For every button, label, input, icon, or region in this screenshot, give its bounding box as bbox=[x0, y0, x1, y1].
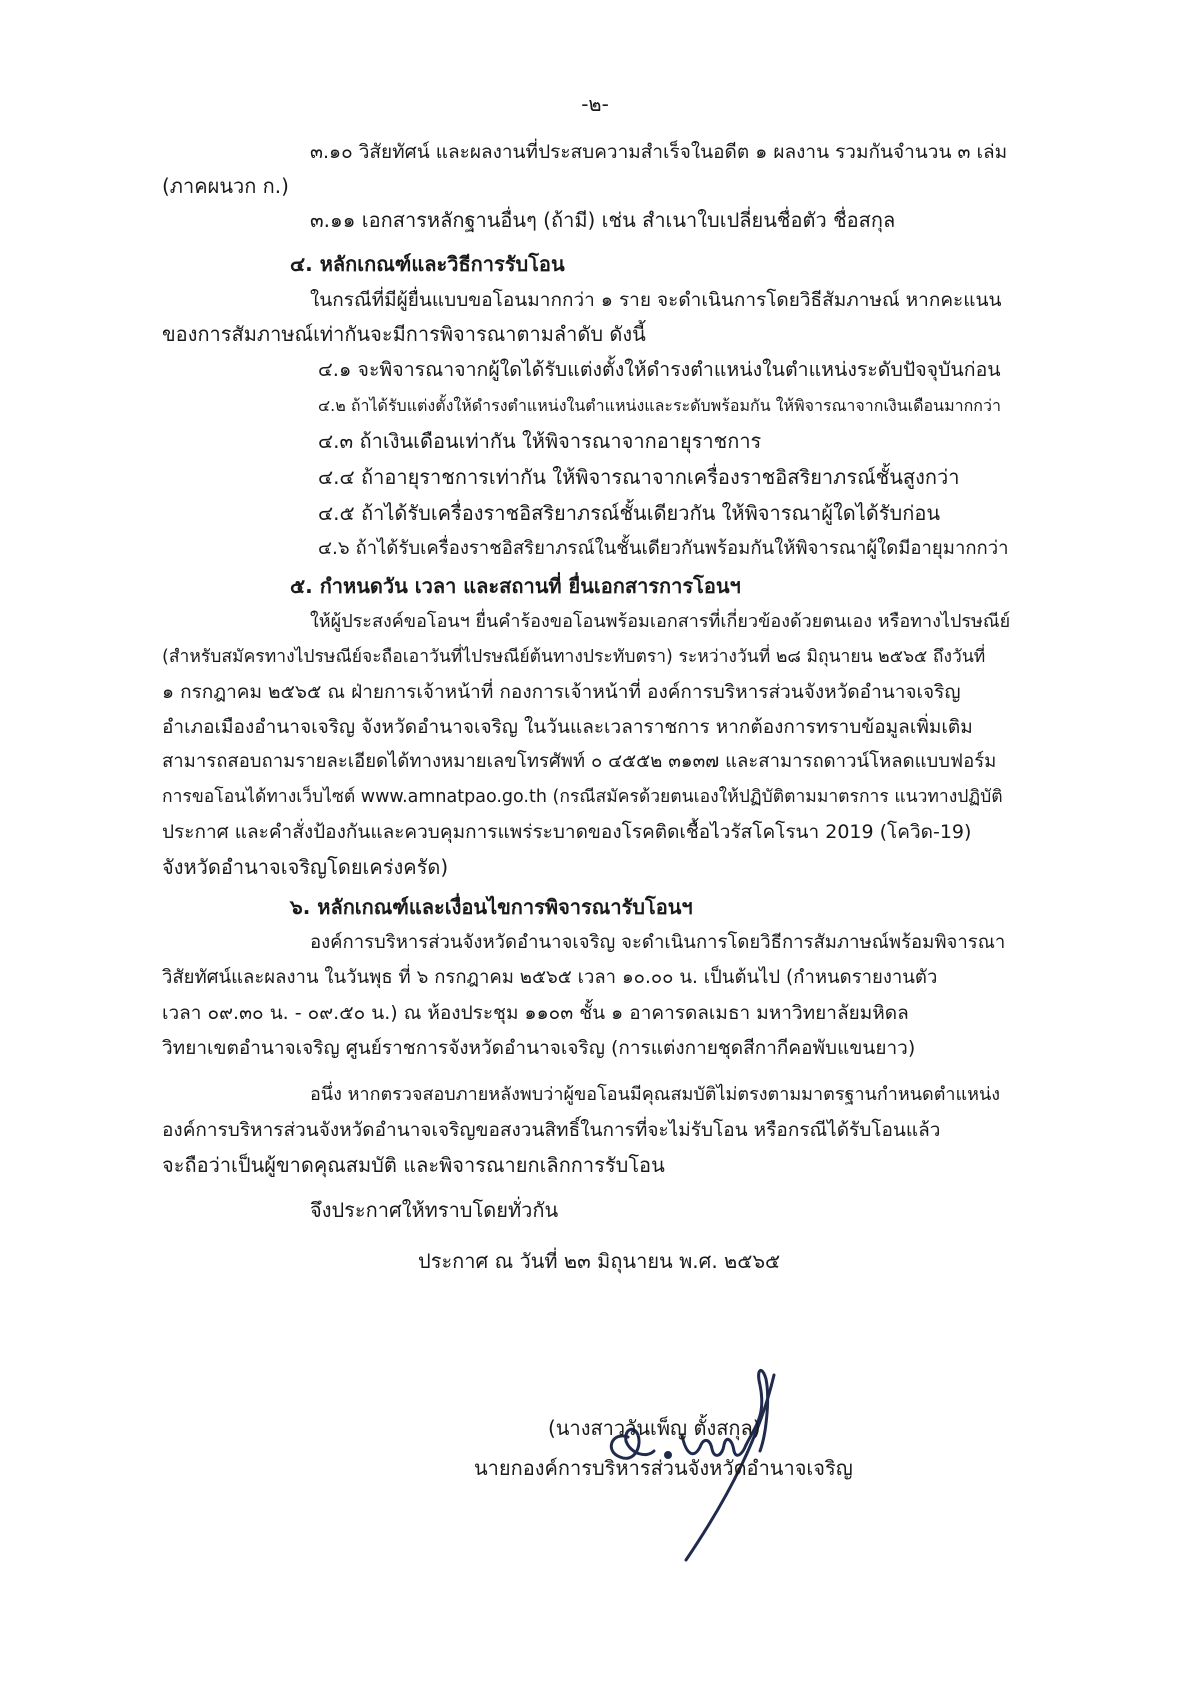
section-5-line-5: สามารถสอบถามรายละเอียดได้ทางหมายเลขโทรศัพท์ ๐ ๔๕๕๒ ๓๑๓๗ และสามารถดาวน์โหลดแบบฟอร์ม bbox=[162, 751, 997, 772]
section-4-item-1: ๔.๑ จะพิจารณาจากผู้ใดได้รับแต่งตั้งให้ดำรงตำแหน่งในตำแหน่งระดับปัจจุบันก่อน bbox=[318, 358, 1001, 381]
section-5-line-7: ประกาศ และคำสั่งป้องกันและควบคุมการแพร่ระบาดของโรคติดเชื้อไวรัสโคโรนา 2019 (โควิด-19) bbox=[162, 821, 972, 843]
section-6-line-1: องค์การบริหารส่วนจังหวัดอำนาจเจริญ จะดำเนินการโดยวิธีการสัมภาษณ์พร้อมพิจารณา bbox=[310, 932, 1006, 953]
closing-line-3: จะถือว่าเป็นผู้ขาดคุณสมบัติ และพิจารณายกเลิกการรับโอน bbox=[162, 1153, 665, 1177]
page-number: -๒- bbox=[581, 92, 609, 116]
section-5-heading: ๕. กำหนดวัน เวลา และสถานที่ ยื่นเอกสารการโอนฯ bbox=[290, 574, 741, 598]
section-6-line-3: เวลา ๐๙.๓๐ น. - ๐๙.๕๐ น.) ณ ห้องประชุม ๑๑๐๓ ชั้น ๑ อาคารดลเมธา มหาวิทยาลัยมหิดล bbox=[162, 1002, 909, 1024]
section-5-line-2: (สำหรับสมัครทางไปรษณีย์จะถือเอาวันที่ไปรษณีย์ต้นทางประทับตรา) ระหว่างวันที่ ๒๘ มิถุนายน ๒๕๖๕ ถึงวันที่ bbox=[162, 647, 986, 667]
section-4-heading: ๔. หลักเกณฑ์และวิธีการรับโอน bbox=[290, 252, 565, 276]
section-6-line-2: วิสัยทัศน์และผลงาน ในวันพุธ ที่ ๖ กรกฎาคม ๒๕๖๕ เวลา ๑๐.๐๐ น. เป็นต้นไป (กำหนดรายงานตัว bbox=[162, 967, 938, 988]
announcement-line: จึงประกาศให้ทราบโดยทั่วกัน bbox=[310, 1198, 559, 1222]
signatory-name: (นางสาววันเพ็ญ ตั้งสกุล) bbox=[548, 1416, 761, 1440]
closing-line-2: องค์การบริหารส่วนจังหวัดอำนาจเจริญขอสงวนสิทธิ์ในการที่จะไม่รับโอน หรือกรณีได้รับโอนแล้ว bbox=[162, 1119, 941, 1141]
section-4-intro-1: ในกรณีที่มีผู้ยื่นแบบขอโอนมากกว่า ๑ ราย จะดำเนินการโดยวิธีสัมภาษณ์ หากคะแนน bbox=[310, 289, 1002, 311]
item-3-10-cont: (ภาคผนวก ก.) bbox=[162, 174, 289, 198]
section-6-line-4: วิทยาเขตอำนาจเจริญ ศูนย์ราชการจังหวัดอำนาจเจริญ (การแต่งกายชุดสีกากีคอพับแขนยาว) bbox=[162, 1037, 916, 1059]
closing-line-1: อนึ่ง หากตรวจสอบภายหลังพบว่าผู้ขอโอนมีคุณสมบัติไม่ตรงตามมาตรฐานกำหนดตำแหน่ง bbox=[310, 1084, 1001, 1105]
section-4-item-6: ๔.๖ ถ้าได้รับเครื่องราชอิสริยาภรณ์ในชั้นเดียวกันพร้อมกันให้พิจารณาผู้ใดมีอายุมากกว่า bbox=[318, 538, 1009, 559]
signatory-position: นายกองค์การบริหารส่วนจังหวัดอำนาจเจริญ bbox=[474, 1456, 853, 1480]
item-3-11: ๓.๑๑ เอกสารหลักฐานอื่นๆ (ถ้ามี) เช่น สำเนาใบเปลี่ยนชื่อตัว ชื่อสกุล bbox=[310, 208, 896, 232]
section-4-intro-2: ของการสัมภาษณ์เท่ากันจะมีการพิจารณาตามลำดับ ดังนี้ bbox=[162, 322, 646, 346]
section-5-line-6: การขอโอนได้ทางเว็บไซต์ www.amnatpao.go.th (กรณีสมัครด้วยตนเองให้ปฏิบัติตามมาตรการ แนวทางปฏิบัติ bbox=[162, 787, 1003, 807]
section-5-line-1: ให้ผู้ประสงค์ขอโอนฯ ยื่นคำร้องขอโอนพร้อมเอกสารที่เกี่ยวข้องด้วยตนเอง หรือทางไปรษณีย์ bbox=[310, 611, 1011, 632]
section-4-item-3: ๔.๓ ถ้าเงินเดือนเท่ากัน ให้พิจารณาจากอายุราชการ bbox=[318, 429, 762, 453]
announcement-date: ประกาศ ณ วันที่ ๒๓ มิถุนายน พ.ศ. ๒๕๖๕ bbox=[418, 1249, 781, 1273]
section-5-line-4: อำเภอเมืองอำนาจเจริญ จังหวัดอำนาจเจริญ ในวันและเวลาราชการ หากต้องการทราบข้อมูลเพิ่มเติม bbox=[162, 716, 973, 738]
section-6-heading: ๖. หลักเกณฑ์และเงื่อนไขการพิจารณารับโอนฯ bbox=[290, 895, 693, 919]
section-5-line-3: ๑ กรกฎาคม ๒๕๖๕ ณ ฝ่ายการเจ้าหน้าที่ กองการเจ้าหน้าที่ องค์การบริหารส่วนจังหวัดอำนาจเจริญ bbox=[162, 681, 961, 703]
section-4-item-2: ๔.๒ ถ้าได้รับแต่งตั้งให้ดำรงตำแหน่งในตำแหน่งและระดับพร้อมกัน ให้พิจารณาจากเงินเดือนมากกว่า bbox=[318, 396, 1001, 415]
section-4-item-4: ๔.๔ ถ้าอายุราชการเท่ากัน ให้พิจารณาจากเครื่องราชอิสริยาภรณ์ชั้นสูงกว่า bbox=[318, 465, 960, 489]
section-4-item-5: ๔.๕ ถ้าได้รับเครื่องราชอิสริยาภรณ์ชั้นเดียวกัน ให้พิจารณาผู้ใดได้รับก่อน bbox=[318, 501, 941, 525]
section-5-line-8: จังหวัดอำนาจเจริญโดยเคร่งครัด) bbox=[162, 855, 449, 879]
item-3-10: ๓.๑๐ วิสัยทัศน์ และผลงานที่ประสบความสำเร็จในอดีต ๑ ผลงาน รวมกันจำนวน ๓ เล่ม bbox=[310, 141, 1008, 163]
